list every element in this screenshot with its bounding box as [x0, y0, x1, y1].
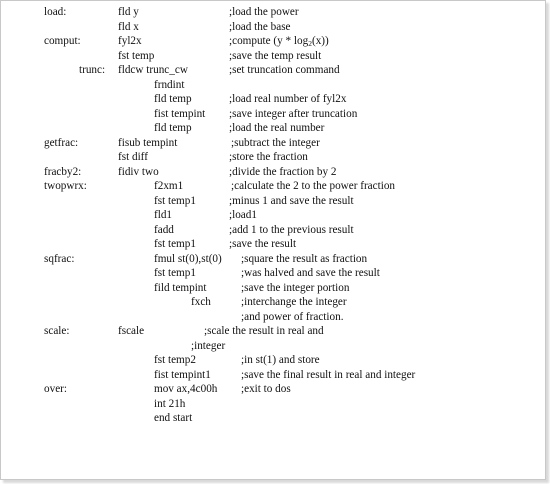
code-line	[1, 20, 545, 34]
code-line	[1, 397, 545, 411]
code-line	[1, 266, 545, 280]
code-comment: ;load the real number	[229, 122, 325, 134]
code-instruction: fscale	[118, 325, 145, 337]
code-comment: ;store the fraction	[229, 151, 308, 163]
code-instruction: fst diff	[118, 151, 148, 163]
code-instruction: fst temp2	[154, 354, 196, 366]
code-line	[1, 194, 545, 208]
code-instruction: frndint	[154, 78, 185, 91]
code-comment: ;minus 1 and save the result	[229, 194, 354, 207]
code-comment: ;load the power	[229, 6, 299, 18]
code-line	[1, 310, 545, 324]
code-comment: ;set truncation command	[229, 64, 340, 76]
code-comment: ;in st(1) and store	[241, 354, 320, 366]
code-label: getfrac:	[44, 136, 79, 149]
code-line	[1, 252, 545, 266]
code-instruction: fst temp1	[154, 267, 196, 279]
code-instruction: fld y	[118, 6, 139, 18]
code-line	[1, 5, 545, 19]
code-instruction: mov ax,4c00h	[154, 383, 218, 395]
code-line	[1, 179, 545, 193]
code-instruction: fild tempint	[154, 281, 207, 294]
code-line	[1, 165, 545, 179]
code-label: load:	[44, 6, 67, 18]
code-line	[1, 49, 545, 63]
code-instruction: fist tempint	[154, 107, 206, 120]
code-comment: ;and power of fraction.	[241, 310, 344, 323]
code-instruction: int 21h	[154, 397, 186, 410]
code-comment: ;compute $(y * \log_2(x))$	[229, 35, 329, 48]
code-instruction: fld temp	[154, 122, 192, 134]
code-line	[1, 63, 545, 77]
code-comment: ;subtract the integer	[231, 136, 320, 149]
code-comment: ;scale the result in real and	[204, 325, 324, 337]
code-line	[1, 34, 545, 48]
code-line	[1, 295, 545, 309]
code-instruction: fisub tempint	[118, 136, 178, 149]
code-comment: ;save integer after truncation	[229, 107, 358, 120]
code-comment: ;load real number of fyl2x	[229, 93, 347, 105]
code-label: twopwrx:	[44, 180, 87, 192]
code-line	[1, 281, 545, 295]
code-comment: ;integer	[191, 339, 226, 352]
code-instruction: fxch	[191, 296, 211, 308]
code-line	[1, 107, 545, 121]
code-instruction: fmul st(0),st(0)	[154, 252, 222, 265]
code-comment: ;load1	[229, 209, 257, 221]
code-comment: ;exit to dos	[241, 383, 291, 395]
code-line	[1, 353, 545, 367]
code-label: trunc:	[79, 64, 106, 76]
code-line	[1, 136, 545, 150]
code-line	[1, 121, 545, 135]
code-comment: ;calculate the 2 to the power fraction	[231, 180, 396, 192]
code-comment: ;save the integer portion	[241, 281, 350, 294]
code-line	[1, 324, 545, 338]
code-instruction: fst temp1	[154, 238, 196, 250]
code-instruction: fyl2x	[118, 35, 142, 47]
code-instruction: f2xm1	[154, 180, 184, 192]
code-line	[1, 150, 545, 164]
code-line	[1, 411, 545, 425]
code-comment: ;save the temp result	[229, 49, 322, 62]
code-line	[1, 208, 545, 222]
code-line	[1, 368, 545, 382]
code-instruction: end start	[154, 412, 193, 424]
code-instruction: fst temp	[118, 49, 155, 62]
code-comment: ;save the final result in real and integer	[241, 368, 416, 381]
code-line	[1, 223, 545, 237]
code-comment: ;was halved and save the result	[241, 267, 380, 279]
code-line	[1, 92, 545, 106]
code-comment: ;add 1 to the previous result	[229, 223, 354, 236]
code-instruction: fld temp	[154, 93, 192, 105]
code-instruction: fist tempint1	[154, 368, 211, 381]
code-line	[1, 339, 545, 353]
code-comment: ;square the result as fraction	[241, 252, 368, 265]
code-label: over:	[44, 383, 67, 395]
code-label: scale:	[44, 325, 70, 337]
code-instruction: fst temp1	[154, 194, 196, 207]
code-comment: ;save the result	[229, 238, 297, 250]
code-instruction: fldcw trunc_cw	[118, 64, 188, 76]
code-comment: ;load the base	[229, 20, 291, 33]
code-line	[1, 382, 545, 396]
code-instruction: fidiv two	[118, 165, 159, 178]
assembly-listing	[1, 1, 545, 479]
code-instruction: fadd	[154, 223, 174, 236]
code-instruction: fld x	[118, 20, 139, 33]
code-comment: ;interchange the integer	[241, 296, 347, 308]
code-label: sqfrac:	[44, 252, 75, 265]
code-instruction: fld1	[154, 209, 173, 221]
code-label: comput:	[44, 35, 81, 47]
code-line	[1, 78, 545, 92]
code-line	[1, 237, 545, 251]
code-comment: ;divide the fraction by 2	[229, 165, 337, 178]
code-label: fracby2:	[44, 165, 82, 178]
